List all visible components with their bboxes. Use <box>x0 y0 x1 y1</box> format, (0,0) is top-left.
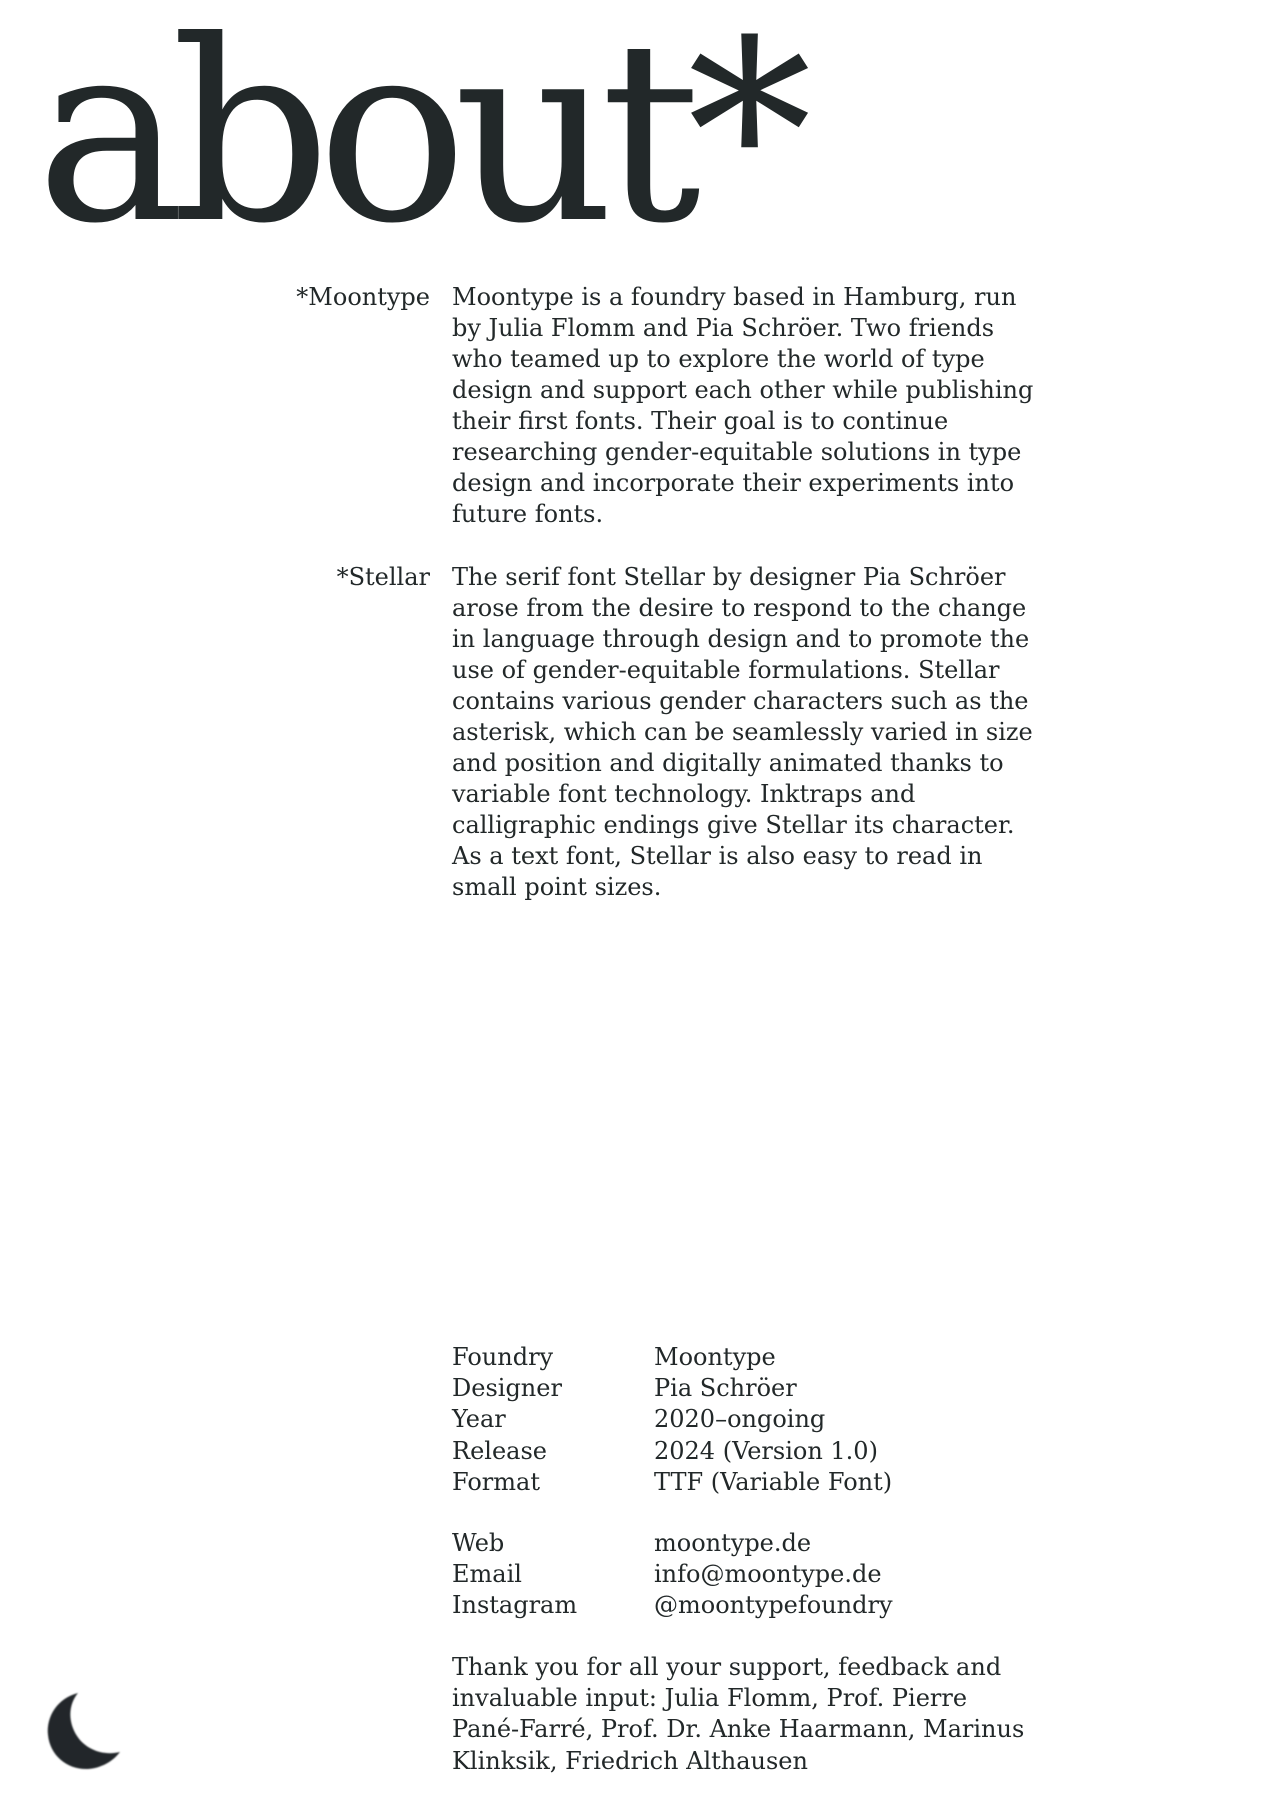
contact-key: Web <box>452 1529 505 1557</box>
detail-row-release <box>452 1436 1152 1467</box>
section-label: *Moontype <box>296 283 430 311</box>
body-line: who teamed up to explore the world of type <box>452 345 985 373</box>
body-line: Moontype is a foundry based in Hamburg, run <box>452 283 1017 311</box>
body-line: in language through design and to promote the <box>452 625 1030 653</box>
body-line: design and support each other while publishing <box>452 376 1034 404</box>
detail-value: Pia Schröer <box>654 1374 797 1403</box>
acknowledgements <box>452 1652 1024 1777</box>
detail-value: TTF (Variable Font) <box>654 1467 893 1496</box>
body-line: contains various gender characters such as the <box>452 687 1029 715</box>
detail-key: Release <box>452 1436 547 1465</box>
section-label: *Stellar <box>336 563 430 591</box>
contact-row-email <box>452 1559 1152 1590</box>
body-line: small point sizes. <box>452 873 662 901</box>
details-table <box>452 1342 1152 1498</box>
crescent-moon-icon <box>44 1690 124 1772</box>
email-link[interactable]: info@moontype.de <box>654 1560 882 1589</box>
body-line: researching gender-equitable solutions in type <box>452 438 1022 466</box>
detail-value: 2020–ongoing <box>654 1405 826 1434</box>
thanks-line: Klinksik, Friedrich Althausen <box>452 1746 808 1775</box>
body-line: future fonts. <box>452 500 604 528</box>
contact-row-instagram <box>452 1590 1152 1621</box>
thanks-line: Pané-Farré, Prof. Dr. Anke Haarmann, Marinus <box>452 1715 1025 1744</box>
detail-row-foundry <box>452 1342 1152 1373</box>
detail-key: Year <box>452 1405 506 1434</box>
web-link[interactable]: moontype.de <box>654 1529 812 1557</box>
detail-row-year <box>452 1404 1152 1435</box>
detail-value: 2024 (Version 1.0) <box>654 1436 878 1465</box>
instagram-link[interactable]: @moontypefoundry <box>654 1591 893 1620</box>
contact-row-web <box>452 1528 1152 1559</box>
section-body <box>452 282 1052 530</box>
detail-row-designer <box>452 1373 1152 1404</box>
body-line: arose from the desire to respond to the change <box>452 594 1027 622</box>
body-line: design and incorporate their experiments into <box>452 469 1015 497</box>
thanks-line: Thank you for all your support, feedback and <box>452 1653 1002 1681</box>
body-line: variable font technology. Inktraps and <box>452 780 916 808</box>
page-title: about* <box>36 0 799 278</box>
detail-key: Foundry <box>452 1343 554 1371</box>
body-line: their first fonts. Their goal is to continue <box>452 407 949 435</box>
contacts-table <box>452 1528 1152 1622</box>
detail-row-format <box>452 1467 1152 1498</box>
body-line: The serif font Stellar by designer Pia Schröer <box>452 563 1006 591</box>
body-line: calligraphic endings give Stellar its character. <box>452 811 1015 839</box>
body-line: by Julia Flomm and Pia Schröer. Two friends <box>452 314 995 342</box>
contact-key: Email <box>452 1560 522 1589</box>
body-line: As a text font, Stellar is also easy to read in <box>452 842 983 870</box>
body-line: use of gender-equitable formulations. Stellar <box>452 656 1000 684</box>
detail-value: Moontype <box>654 1343 776 1371</box>
section-body <box>452 562 1052 903</box>
body-line: asterisk, which can be seamlessly varied in size <box>452 718 1033 746</box>
detail-key: Format <box>452 1467 540 1496</box>
detail-key: Designer <box>452 1374 562 1403</box>
contact-key: Instagram <box>452 1591 578 1620</box>
thanks-line: invaluable input: Julia Flomm, Prof. Pierre <box>452 1684 968 1713</box>
body-line: and position and digitally animated thanks to <box>452 749 1004 777</box>
